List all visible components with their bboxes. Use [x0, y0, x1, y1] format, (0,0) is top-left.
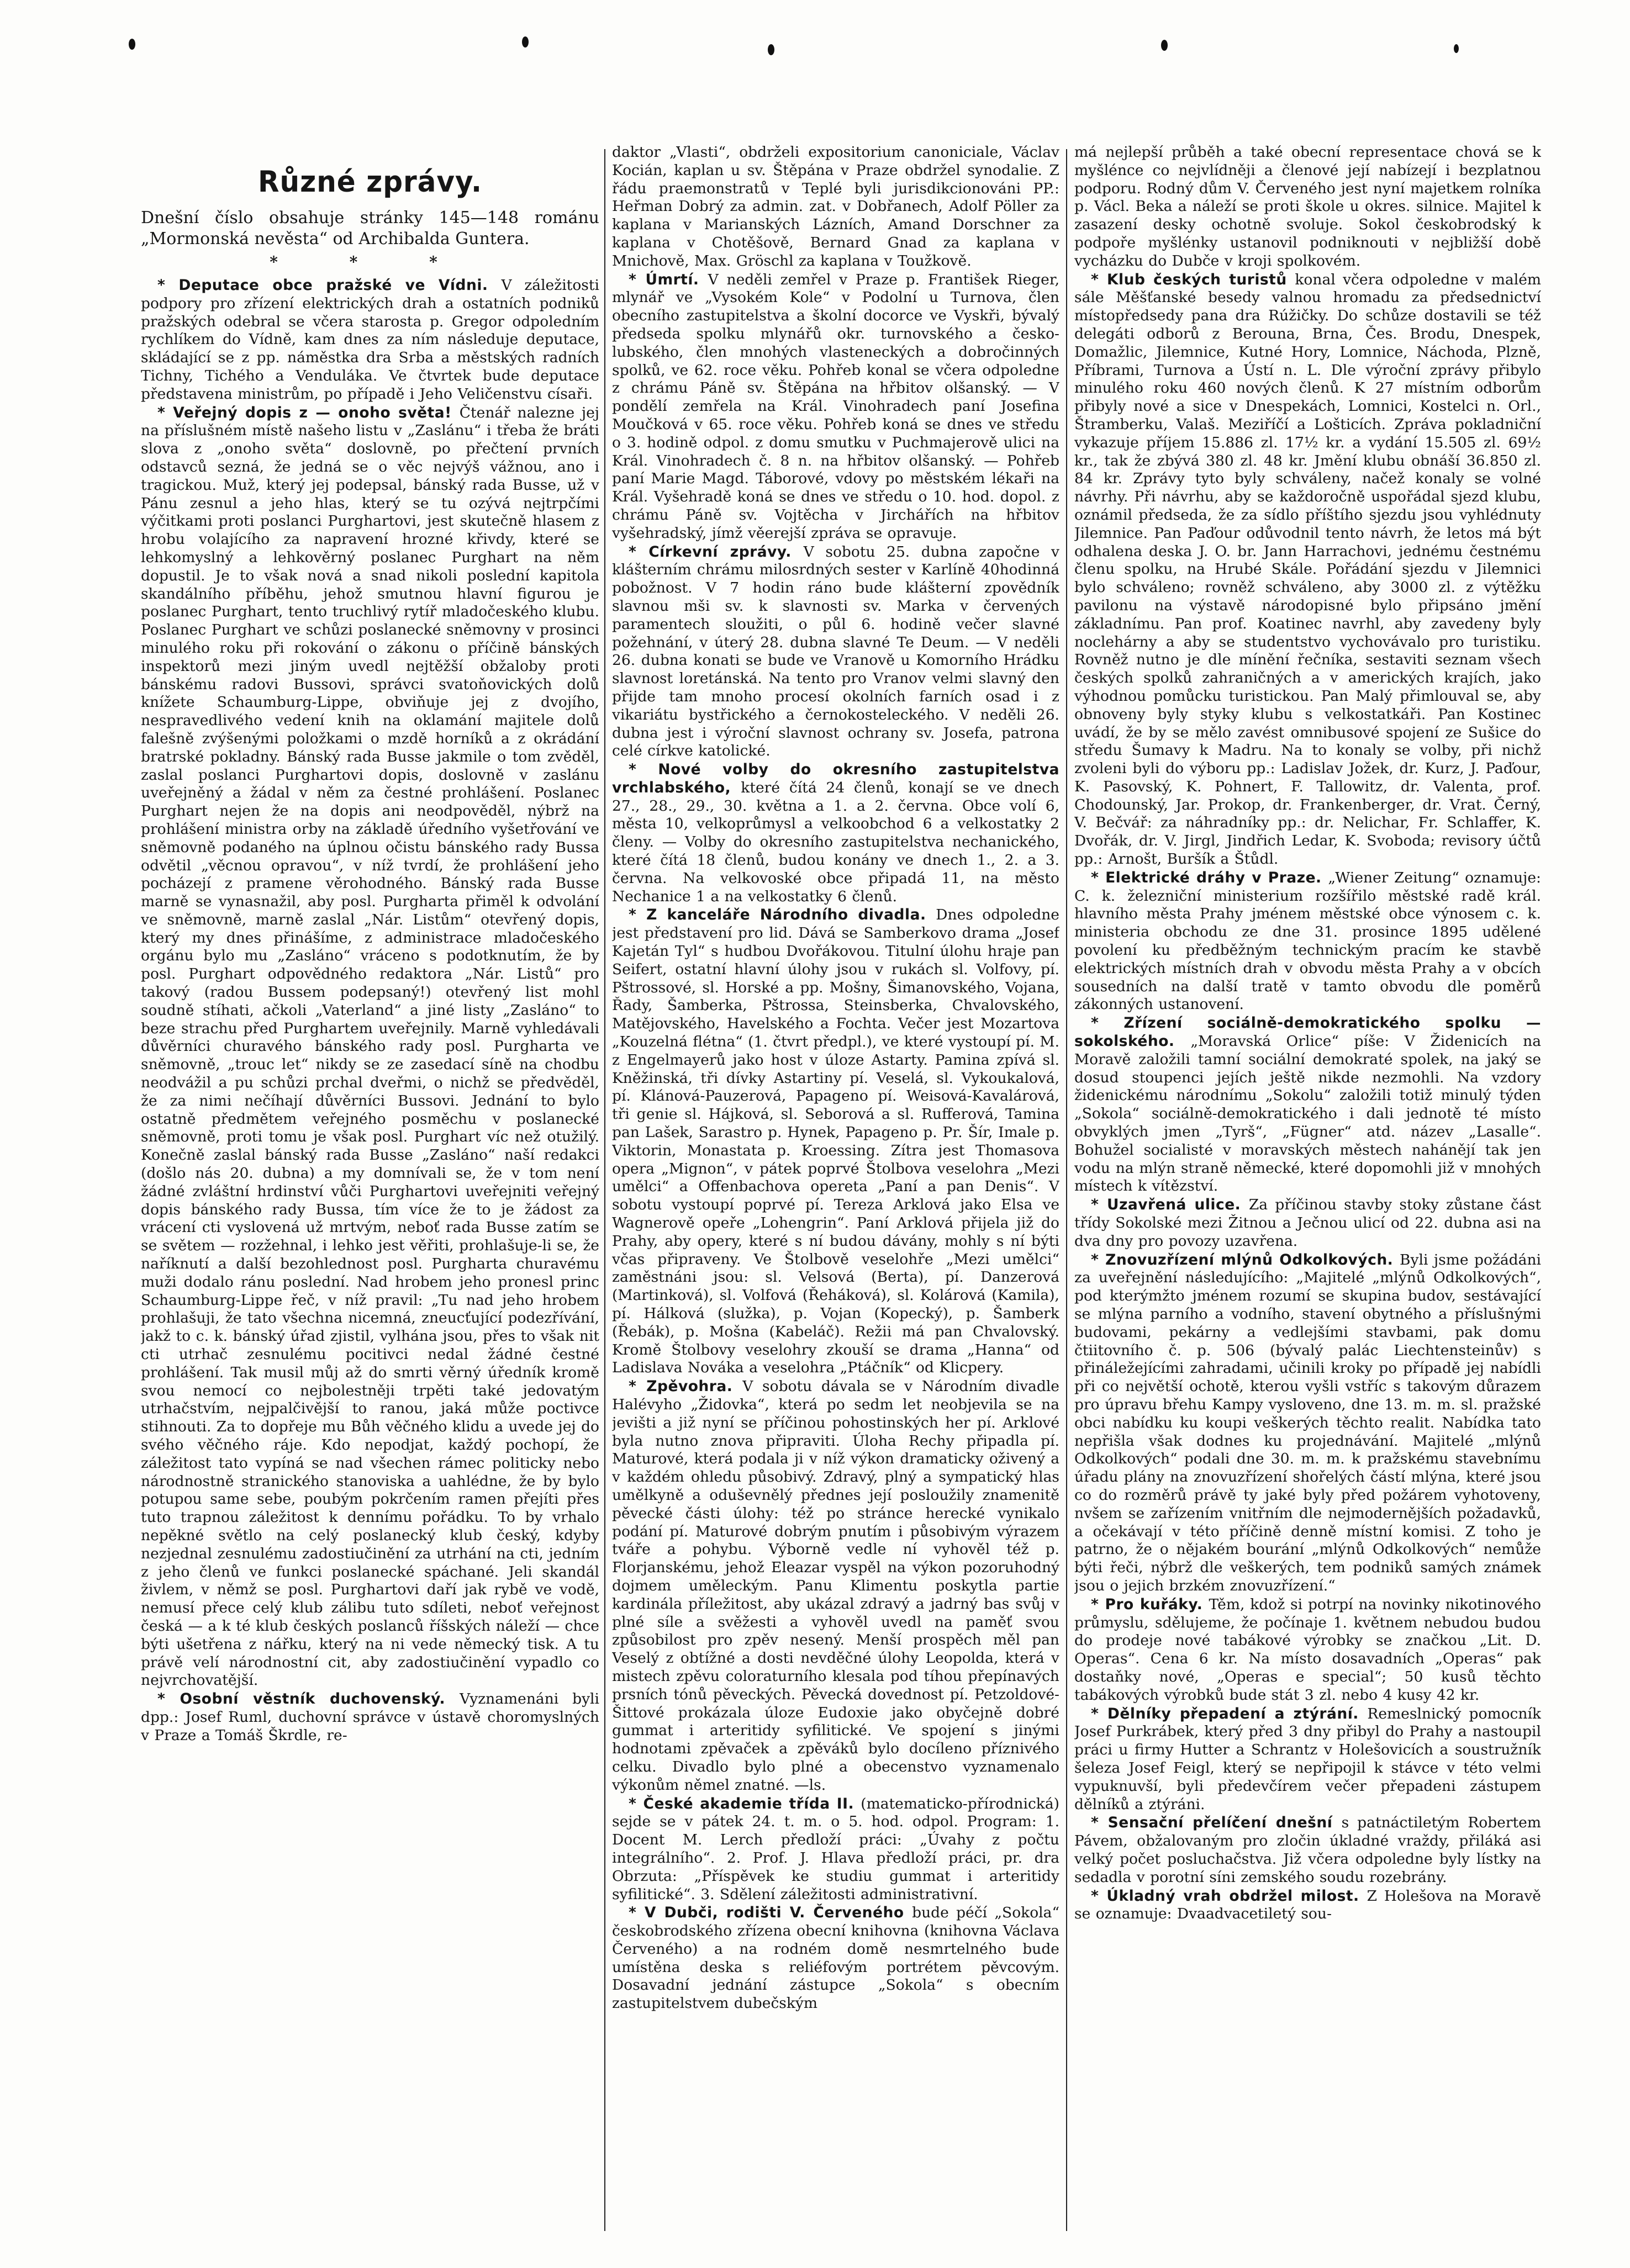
news-item — [141, 404, 599, 1690]
news-text: V sobotu 25. dubna započne v klášterním chrámu milosrdných sester v Karlíně 40hodinná pobožnost. V 7 hodin ráno bude klášterní zpovědník slavnou mši sv. k slavnosti sv. Marka v červených paramentech sloužiti, o půl 6. hodině večer slavné požehnání, v úterý 28. dubna slavné Te Deum. — V neděli 26. dubna konati se bude ve Vranově u Komorního Hrádku slavnost loretánská. Na tento pro Vranov velmi slavný den přijde tam mnoho procesí okolních farních osad i z vikariátu bystřického a černokosteleckého. V neděli 26. dubna jest i výroční slavnost ochrany sv. Josefa, patrona celé církve katolické. — [612, 543, 1059, 760]
news-heading: * Nové volby do okresního zastupitelstva vrchlabského, — [612, 761, 1059, 796]
news-heading: * Úkladný vrah obdržel milost. — [1091, 1887, 1367, 1905]
news-text: daktor „Vlasti“, obdrželi expositorium canoniciale, Václav Kocián, kaplan u sv. Štěpána v Praze obdržel synodalie. Z řádu praemonstratů v Teplé byli jurisdikcionováni PP.: Heřman Dobrý za admin. zat. v Dobřanech, Adolf Pöller za kaplana v Marianských Lázních, Amand Dorschner za kaplana v Chotěšově, Bernard Gnad za kaplana v Mnichově, Max. Gröschl za kaplana v Toužkově. — [612, 144, 1059, 269]
news-heading: * Veřejný dopis z — onoho světa! — [157, 404, 460, 421]
news-heading: * Sensační přelíčení dnešní — [1091, 1814, 1342, 1832]
scan-speck — [522, 36, 529, 47]
news-item — [612, 271, 1059, 543]
news-text: Čtenář nalezne jej na příslušném místě našeho listu v „Zaslánu“ i třeba že bráti slova z „onoho světa“ doslovně, po přečtení prvních odstavců sezná, že jedná se o věc nejvýš vážnou, ano i tragickou. Muž, který jej podepsal, bánský rada Busse, už v Pánu zesnul a jeho hlas, který se tu ozývá nejtrpčími výčitkami proti poslanci Purghartovi, jest skutečně hlasem z hrobu volajícího za napravení hrozné křivdy, které se lehkomyslný a lehkověrný poslanec Purghart na něm dopustil. Je to však nová a snad nikoli poslední kapitola skandálního příběhu, jehož smutnou hlavní figurou je poslanec Purghart, tento truchlivý rytíř mladočeského klubu. Poslanec Purghart ve schůzi poslanecké sněmovny v prosinci minulého roku při rokování o zákonu o příčině bánských inspektorů mezi jiným uvedl nejtěžší obžaloby proti bánskému radovi Bussovi, správci svatoňovických dolů knížete Schaumburg-Lippe, obviňuje jej z dvojího, nespravedlivého vedení knih na oklamání majitele dolů falešně zvýšenými položkami o mzdě horníků a z okrádání bratrské pokladny. Bánský rada Busse jakmile o tom zvěděl, zaslal poslanci Purghartovi dopis, doslovně v zaslánu uveřejněný a žádal v něm za čestné prohlášení. Poslanec Purghart nejen že na dopis ani neodpověděl, nýbrž na prohlášení ministra orby na základě úředního vyšetřování ve sněmovně podaného na úplnou očistu bánského rady Bussa odvětil „věcnou opravou“, v níž tvrdí, že prohlášení jeho pocházejí z pramene věrohodného. Bánský rada Busse marně se vynasnažil, aby posl. Purgharta přiměl k odvolání ve sněmovně, marně zaslal „Nár. Listům“ otevřený dopis, který my dnes přinášíme, z administrace mladočeského orgánu bylo mu „Zasláno“ vráceno s podotknutím, že by posl. Purghart odpovědného redaktora „Nár. Listů“ pro takový (radou Bussem podepsaný!) otevřený list mohl soudně stíhati, ačkoli „Vaterland“ a jiné listy „Zasláno“ to beze strachu před Purghartem uveřejnily. Marně vyhledávali důvěrníci churavého bánského rady posl. Purgharta ve sněmovně, „trouc let“ nikdy se ze zasedací síně na chodbu neodvážil a pu schůzi prchal dveřmi, o nichž se předvěděl, že za nimi nečíhají důvěrníci Bussovi. Jednání to bylo ostatně předmětem veřejného posměchu v poslanecké sněmovně, proti tomu je však posl. Purghart víc než otužilý. Konečně zaslal bánský rada Busse „Zasláno“ naší redakci (došlo nás 20. dubna) a my domnívali se, že v tom není žádné zvláštní hrdinství vůči Purghartovi uveřejniti veřejný dopis bánského rady Bussa, tím více že to je žádost za vrácení cti vyslovená už mrtvým, neboť rada Busse zatím se se světem — rozžehnal, i lehko jest věřiti, prohlašuje-li se, že naříknutí a další bezohlednost posl. Purgharta churavému muži dodalo ránu poslední. Nad hrobem jeho pronesl princ Schaumburg-Lippe řeč, v níž pravil: „Tu nad jeho hrobem prohlašuji, že tato všechna nicemná, zneucťující podezřívání, jakž to c. k. bánský úřad zjistil, vylhána jsou, přes to však nit cti utrhač zesnulému pocitivci nedal žádné čestné prohlášení. Tak musil můj až do smrti věrný úředník kromě svou nemocí co nejbolestněji trpěti také jedovatým utrhačstvím, nejpalčivější to ranou, jaká může poctivce stihnouti. Za to dopřeje mu Bůh věčného klidu a uvede jej do svého věčného ráje. Kdo nepodjat, každý pochopí, že záležitost tato vypíná se nad všechen rámec politicky nebo národnostně stranického stanoviska a uahlédne, že by bylo potupou same sebe, poubým pokrčením ramen přejíti přes tuto trapnou záležitost k dennímu pořádku. To by vrhalo nepěkné světlo na celý poslanecký klub český, kdyby nezjednal zesnulému zadostiučinění za utrhání na cti, jedním z jeho členů ve funkci poslanecké spáchané. Jeli skandál živlem, v němž se posl. Purghartovi daří jak rybě ve vodě, nemusí přece celý klub zálibu tuto sdíleti, neboť veřejnost česká — a k té klub českých poslanců říšských náleží — chce býti ušetřena z nářku, který na ni vede německý tisk. A tu právě velí národnostní cit, aby zadostiučinění vypadlo co nejvrchovatější. — [141, 404, 599, 1689]
news-heading: * Osobní věstník duchovenský. — [157, 1690, 460, 1708]
news-text: Byli jsme požádáni za uveřejnění následujícího: „Majitelé „mlýnů Odkolkových“, pod kterýmžto jménem rozumí se skupina budov, sestávající se mlýna parního a vodního, stavení obytného a příslušnými budovami, pekárny a vedlejšími stavbami, pak domu čtiitovního č. p. 506 (bývalý palác Liechtensteinův) s přináležejícími zahradami, učinili kroky po případě jej nabídli při co největší ochotě, kterou vyšli vstříc s takovým důrazem pro úpravu břehu Kampy vysloveno, dne 13. m. m. sl. pražské obci nabídku ku koupi veškerých těchto realit. Nabídka tato nepřišla však dodnes ku projednávání. Majitelé „mlýnů Odkolkových“ podali dne 30. m. m. k pražskému stavebnímu úřadu plány na znovuzřízení shořelých částí mlýna, které jsou co do rozměrů právě ty jaké byly před požárem vyhotoveny, nvšem se zařízením vnitřním dle nejmodernějších požadavků, a očekávají v této příčině denně místní komisi. Z toho je patrno, že o nějakém bourání „mlýnů Odkolkových“ nemůže býti řeči, nýbrž dle veškerých, tem podniků samých známek jsou o jejich brzkém znovuzřízení.“ — [1074, 1251, 1541, 1594]
news-item — [612, 1904, 1059, 2013]
scan-speck — [1161, 40, 1168, 51]
news-heading: * Pro kuřáky. — [1091, 1595, 1209, 1613]
news-heading: * České akademie třída II. — [629, 1795, 861, 1812]
news-item — [1074, 1705, 1541, 1814]
news-text: bude péčí „Sokola“ českobrodského zřízena obecní knihovna (knihovna Václava Červeného) a na rodném domě nesmrtelného bude umístěna deska s reliéfovým portrétem pěvcovým. Dosavadní jednání zástupce „Sokola“ s obecním zastupitelstvem dubečským — [612, 1904, 1059, 2012]
news-text: V sobotu dávala se v Národním divadle Halévyho „Židovka“, která po sedm let neobjevila se na jevišti a již nyní se příčinou pohostinských her pí. Arklové byla nutno znova připraviti. Úloha Rechy připadla pí. Maturové, která podala ji v níž výkon dramaticky oživený a v každém ohledu působivý. Zdravý, plný a sympatický hlas umělkyně a oduševnělý přednes její posloužily znamenitě pěvecké části úlohy: též po stránce herecké vynikalo podání pí. Maturové dobrým pnutím i působivým výrazem tváře a pohybu. Výborně vedle ní vyhověl též p. Florjanskému, jehož Eleazar vyspěl na výkon pozoruhodný dojmem uměleckým. Panu Klimentu poskytla partie kardinála příležitost, aby ukázal zdravý a jadrný bas svůj v plné síle a svěžesti a vyhověl uvedl na paměť svou způsobilost pro zpěv nesený. Menší prospěch měl pan Veselý z obtížné a dosti nevděčné úlohy Leopolda, která v mistech zpěvu coloraturního klesala pod tíhou přepínavých prsních tónů pěveckých. Pěvecká dovednost pí. Petzoldové-Šittové prokázala úloze Eudoxie jako obyčejně dobré gummat i arteritidy syfilitické. Ve spojení s jinými hodnotami zpěvaček a zpěváků bylo docíleno příznivého celku. Divadlo bylo plné a obecenstvo vyznamenalo výkonům němel znatné. —ls. — [612, 1378, 1059, 1794]
news-heading: * Uzavřená ulice. — [1091, 1196, 1249, 1214]
news-heading: * Znovuzřízení mlýnů Odkolkových. — [1091, 1251, 1400, 1268]
news-text: které čítá 24 členů, konají se ve dnech 27., 28., 29., 30. května a 1. a 2. června. Obce volí 6, města 10, velkoprůmysl a velkoobchod 6 a velkostatky 2 členy. — Volby do okresního zastupitelstva nechanického, které čítá 18 členů, budou konány ve dnech 1., 2. a 3. června. Na velkovoské obce připadá 11, na město Nechanice 1 a na velkostatky 6 členů. — [612, 779, 1059, 905]
news-text: Těm, kdož si potrpí na novinky nikotinového průmyslu, sdělujeme, že počínaje 1. květnem nebudou budou do prodeje nové tabákové výrobky se značkou „Lit. D. Operas“. Cena 6 kr. Na místo dosavadních „Operas“ pak dostaňky nové, „Operas e special“; 50 kusů těchto tabákových výrobků bude stát 3 zl. nebo 4 kusy 42 kr. — [1074, 1595, 1541, 1704]
news-item — [612, 144, 1059, 271]
news-heading: * V Dubči, rodišti V. Červeného — [629, 1904, 912, 1922]
column-1 — [141, 144, 599, 2237]
news-item — [1074, 1196, 1541, 1250]
news-heading: * Církevní zprávy. — [629, 543, 804, 561]
news-item — [1074, 1596, 1541, 1705]
news-item — [1074, 271, 1541, 869]
news-text: V záležitosti podpory pro zřízení elektrických drah a ostatních podniků pražských odebral se včera starosta p. Gregor odpoledním rychlíkem do Vídně, kam dnes za ním následuje deputace, skládající se z pp. náměstka dra Srba a městských radních Tichny, Tichého a Venduláka. Ve čtvrtek bude deputace představena ministrům, po případě i Jeho Veličenstvu císaři. — [141, 277, 599, 403]
news-item — [1074, 1814, 1541, 1886]
column-2 — [612, 144, 1059, 2237]
news-text: Z Holešova na Moravě se oznamuje: Dvaadvacetiletý sou- — [1074, 1887, 1541, 1923]
news-text: má nejlepší průběh a také obecní representace chová se k myšlénce co nejvlídněji a členové její nabízejí i bezplatnou podporu. Rodný dům V. Červeného jest nyní majetkem rolníka p. Václ. Beka a náleží se proti škole u okres. silnice. Majitel k zasazení desky ochotně svoluje. Sokol českobrodský k podpoře myšlénky ustanovil podniknouti v nejbližší době vycházku do Dubče v kroji spolkovém. — [1074, 144, 1541, 269]
scan-speck — [1454, 44, 1459, 53]
news-heading: * Elektrické dráhy v Praze. — [1091, 869, 1328, 886]
news-item — [1074, 144, 1541, 271]
news-item — [612, 543, 1059, 761]
news-heading: * Klub českých turistů — [1091, 271, 1295, 288]
column-divider — [604, 149, 605, 2231]
scan-speck — [768, 44, 774, 55]
news-item — [1074, 1251, 1541, 1595]
news-item — [1074, 1014, 1541, 1196]
news-text: s patnáctiletým Robertem Pávem, obžalovaným pro zločin úkladné vraždy, přiláká asi velký počet posluchačstva. Již včera odpoledne byly lístky na sedadla v porotní síni zemského soudu rozebrány. — [1074, 1814, 1541, 1886]
news-text: V neděli zemřel v Praze p. František Rieger, mlynář ve „Vysokém Kole“ v Podolní u Turnova, člen obecního zastupitelstva a školní docorce ve Vyskři, bývalý předseda spolku mlynářů okr. turnovského a česko-lubského, člen mnohých vlasteneckých a dobročinných spolků, ve 62. roce věku. Pohřeb konal se včera odpoledne z chrámu Páně sv. Štěpána na hřbitov olšanský. — V pondělí zemřela na Král. Vinohradech paní Josefina Moučková v 65. roce věku. Pohřeb koná se dnes ve středu o 3. hodině odpol. z domu smutku v Puchmajerově ulici na Král. Vinohradech č. 8 n. na hřbitov olšanský. — Pohřeb paní Marie Magd. Táborové, vdovy po městském lékaři na Král. Vyšehradě koná se dnes ve středu o 10. hod. dopol. z chrámu Páně sv. Vojtěcha v Jirchářích na hřbitov vyšehradský, jímž věerejší zpráva se opravuje. — [612, 271, 1059, 542]
news-item — [612, 906, 1059, 1377]
column-divider — [1066, 149, 1067, 2231]
news-heading: * Dělníky přepadení a ztýrání. — [1091, 1705, 1368, 1722]
scan-speck — [129, 39, 135, 50]
news-text: Za příčinou stavby stoky zůstane část třídy Sokolské mezi Žitnou a Ječnou ulicí od 22. dubna asi na dva dny pro povozy uzavřena. — [1074, 1196, 1541, 1250]
section-title: Různé zprávy. — [258, 165, 482, 199]
issue-note: Dnešní číslo obsahuje stránky 145—148 románu „Mormonská nevěsta“ od Archibalda Guntera. — [141, 208, 599, 249]
news-heading: * Zřízení sociálně-demokratického spolku — sokolského. — [1074, 1014, 1541, 1050]
news-item — [141, 1690, 599, 1744]
news-item — [1074, 869, 1541, 1014]
news-item — [612, 1378, 1059, 1794]
news-heading: * Z kanceláře Národního divadla. — [629, 906, 936, 924]
news-text: konal včera odpoledne v malém sále Měšťanské besedy valnou hromadu za předsednictví místopředsedy pana dra Rúžičky. Do schůze dostavili se též delegáti odborů z Berouna, Brna, Čes. Brodu, Dnespek, Domažlic, Jilemnice, Kutné Hory, Lomnice, Náchoda, Plzně, Příbrami, Turnova a Ústí n. L. Dle výroční zprávy přibylo minulého roku 460 nových členů. K 27 místním odborům přibyly nové a sice v Dnespekách, Lomnici, Kostelci n. Orl., Štramberku, Valaš. Meziříčí a Lošticích. Zpráva pokladniční vykazuje příjem 15.886 zl. 17½ kr. a vydání 15.505 zl. 69½ kr., tak že zbývá 380 zl. 48 kr. Jmění klubu obnáší 36.850 zl. 84 kr. Zprávy tyto byly schváleny, načež konaly se volné návrhy. Při návrhu, aby se každoročně uspořádal sjezd klubu, oznámil předseda, že za sídlo příštího sjezdu jsou vyhlédnuty Jilemnice. Pan Paďour odůvodnil tento návrh, že letos má být odhalena deska J. O. br. Jann Harrachovi, jednému čestnému členu spolku, na Hrubé Skále. Pořádání sjezdu v Jilemnici bylo schváleno; rovněž schváleno, aby 3000 zl. z výtěžku pavilonu na výstavě národopisné bylo připsáno jmění základnímu. Pan prof. Koatinec navrhl, aby zavedeny byly noclehárny a aby se studentstvo vychovávalo pro turistiku. Rovněž nutno je dle mínění řečníka, sestaviti seznam všech českých spolků zahraničných a v amerických krajích, jako výhodnou pomůcku turistickou. Pan Malý přimlouval se, aby obnoveny byly styky klubu s velkostatkáři. Pan Kostinec uvádí, že by se mělo zavést omnibusové spojení ze Sušice do středu Šumavy k Madru. Na to konaly se volby, při nichž zvoleni byli do výboru pp.: Ladislav Jožek, dr. Kurz, J. Paďour, K. Pasovský, K. Pohnert, F. Tallowitz, dr. Valenta, prof. Chodounský, Jar. Prokop, dr. Frankenberger, dr. Vrat. Černý, V. Bečvář: za náhradníky pp.: dr. Nelichar, Fr. Schlaffer, K. Dvořák, dr. V. Jirgl, Jindřich Ledar, K. Svoboda; revisory účtů pp.: Arnošt, Buršík a Štůdl. — [1074, 271, 1541, 868]
news-text: Dnes odpoledne jest představení pro lid. Dává se Samberkovo drama „Josef Kajetán Tyl“ s hudbou Dvořákovou. Titulní úlohu hraje pan Seifert, ostatní hlavní úlohy jsou v rukách sl. Volfovy, pí. Pštrossové, sl. Horské a pp. Mošny, Šimanovského, Vojana, Řady, Šamberka, Pštrossa, Steinsberka, Chvalovského, Matějovského, Havelského a Fochta. Večer jest Mozartova „Kouzelná flétna“ (1. čtvrt předpl.), ve které vystoupí pí. M. z Engelmayerů jako host v úloze Astarty. Pamina zpívá sl. Kněžinská, tři dívky Astartiny pí. Veselá, sl. Vykoukalová, pí. Klánová-Pauzerová, Papageno pí. Weisová-Kavalárová, tři genie sl. Hájková, sl. Seborová a sl. Rufferová, Tamina pan Lašek, Sarastro p. Hynek, Papageno p. Pr. Šír, Imale p. Viktorin, Monastata p. Kroessing. Zítra jest Thomasova opera „Mignon“, v pátek poprvé Štolbova veselohra „Mezi umělci“ a Offenbachova opereta „Paní a pan Denis“. V sobotu vystoupí poprvé pí. Tereza Arklová jako Elsa ve Wagnerově opeře „Lohengrin“. Paní Arklová přijela již do Prahy, aby opery, které s ní budou dávány, mohly s ní býti včas připraveny. Ve Štolbově veselohře „Mezi umělci“ zaměstnáni jsou: sl. Velsová (Berta), pí. Danzerová (Martinková), sl. Volfová (Řeháková), sl. Kolárová (Kamila), pí. Hálková (služka), p. Vojan (Kopecký), p. Šamberk (Řebák), p. Mošna (Kabeláč). Režii má pan Chvalovský. Kromě Štolbovy veselohry zkouší se drama „Hanna“ od Ladislava Nováka a veselohra „Ptáčník“ od Klicpery. — [612, 906, 1059, 1377]
news-text: (matematicko-přírodnická) sejde se v pátek 24. t. m. o 5. hod. odpol. Program: 1. Docent M. Lerch předloží práci: „Úvahy z počtu integrálního“. 2. Prof. J. Hlava předloží práci, pr. dra Obrzuta: „Příspěvek ke studiu gummat i arteritidy syfilitické“. 3. Sdělení záležitosti administrativní. — [612, 1795, 1059, 1903]
news-text: „Moravská Orlice“ píše: V Židenicích na Moravě založili tamní sociální demokraté spolek, na jaký se dosud stoupenci jejích ještě nikde nezmohli. Na vzdory židenickému národnímu „Sokolu“ založili totiž minulý týden „Sokola“ sociálně-demokratického i dali jednotě té místo obvyklých jmen „Tyrš“, „Fügner“ atd. název „Lasalle“. Bohužel socialisté v moravských městech nahánějí tak jen vodu na mlýn straně německé, které dopomohli již v mnohých místech k vítězství. — [1074, 1033, 1541, 1195]
news-item — [141, 277, 599, 404]
news-text: Vyznamenáni byli dpp.: Josef Ruml, duchovní správce v ústavě choromyslných v Praze a Tomáš Škrdle, re- — [141, 1690, 599, 1744]
news-heading: * Zpěvohra. — [629, 1378, 743, 1395]
news-item — [1074, 1888, 1541, 1924]
news-item — [612, 1795, 1059, 1904]
news-heading: * Úmrtí. — [629, 271, 708, 288]
separator-stars: * * * — [270, 253, 471, 271]
news-text: „Wiener Zeitung“ oznamuje: C. k. železniční ministerium rozšířilo městské radě král. hlavního města Prahy jménem městské obce výnosem c. k. ministeria obchodu ze dne 31. prosince 1895 udělené povolení ku předběžným technickým pracím ke stavbě elektrických místních drah v obvodu města Prahy a v obcích sousedních na další tratě v tamto obvodu dle poměrů zákonných ustanovení. — [1074, 869, 1541, 1013]
news-heading: * Deputace obce pražské ve Vídni. — [157, 277, 502, 294]
news-text: Remeslnický pomocník Josef Purkrábek, který před 3 dny přibyl do Prahy a nastoupil práci u firmy Hutter a Schrantz v Holešovicích a soustružník šeleza Josef Feigl, který se nepřipojil k stávce v této velmi vypuknuvší, byli předevčírem večer přepadeni zástupem dělníků a ztýráni. — [1074, 1705, 1541, 1813]
news-item — [612, 761, 1059, 906]
column-3 — [1074, 144, 1541, 2237]
